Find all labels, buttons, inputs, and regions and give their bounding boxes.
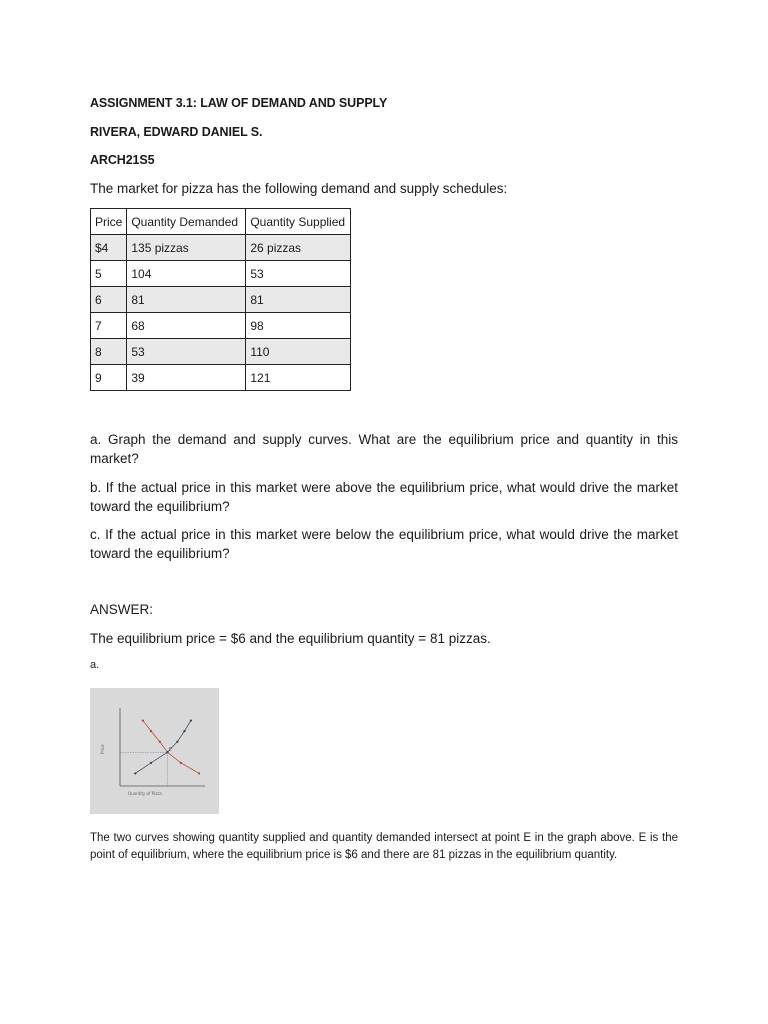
cell-price: $4 [91,235,127,261]
schedule-table [90,208,351,391]
supply-point [150,762,152,764]
graph-caption: The two curves showing quantity supplied and quantity demanded intersect at point E in the graph above. E is the point of equilibrium, where the equilibrium price is $6 and there are 81 pizzas in the equilibrium quantity. [90,832,678,861]
table-row [91,235,351,261]
supply-demand-graph [90,688,219,814]
cell-demanded: 104 [127,261,246,287]
demand-point [159,741,161,743]
answer-heading: ANSWER: [90,602,154,617]
cell-supplied: 81 [246,287,351,313]
x-axis-label: Quantity of Pizza [128,791,162,796]
student-name: RIVERA, EDWARD DANIEL S. [90,125,263,139]
equilibrium-label: E [168,746,172,752]
demand-point [150,730,152,732]
cell-demanded: 135 pizzas [127,235,246,261]
table-row [91,313,351,339]
supply-point [183,730,185,732]
cell-demanded: 39 [127,365,246,391]
cell-demanded: 53 [127,339,246,365]
y-axis-label: Price [100,744,105,754]
demand-point [198,772,200,774]
cell-supplied: 98 [246,313,351,339]
cell-supplied: 53 [246,261,351,287]
intro-text: The market for pizza has the following demand and supply schedules: [90,181,508,196]
cell-supplied: 110 [246,339,351,365]
section-code: ARCH21S5 [90,153,155,167]
cell-demanded: 81 [127,287,246,313]
supply-point [190,719,192,721]
table-row [91,287,351,313]
header-price: Price [91,209,127,235]
graph-svg [90,688,219,814]
cell-price: 9 [91,365,127,391]
table-row [91,339,351,365]
cell-price: 5 [91,261,127,287]
table-header-row [91,209,351,235]
cell-price: 7 [91,313,127,339]
cell-price: 6 [91,287,127,313]
cell-supplied: 121 [246,365,351,391]
cell-price: 8 [91,339,127,365]
cell-demanded: 68 [127,313,246,339]
table-row [91,261,351,287]
supply-point [176,741,178,743]
question-c: c. If the actual price in this market were below the equilibrium price, what would drive the market toward the equilibrium? [90,527,678,561]
header-quantity-demanded: Quantity Demanded [127,209,246,235]
equilibrium-statement: The equilibrium price = $6 and the equilibrium quantity = 81 pizzas. [90,631,491,646]
table-row [91,365,351,391]
supply-point [134,772,136,774]
question-b: b. If the actual price in this market were above the equilibrium price, what would drive the market toward the equilibrium? [90,480,678,514]
demand-point [180,762,182,764]
question-a: a. Graph the demand and supply curves. What are the equilibrium price and quantity in this market? [90,432,678,466]
assignment-title: ASSIGNMENT 3.1: LAW OF DEMAND AND SUPPLY [90,96,388,110]
demand-point [142,719,144,721]
cell-supplied: 26 pizzas [246,235,351,261]
part-a-label: a. [90,659,100,671]
header-quantity-supplied: Quantity Supplied [246,209,351,235]
